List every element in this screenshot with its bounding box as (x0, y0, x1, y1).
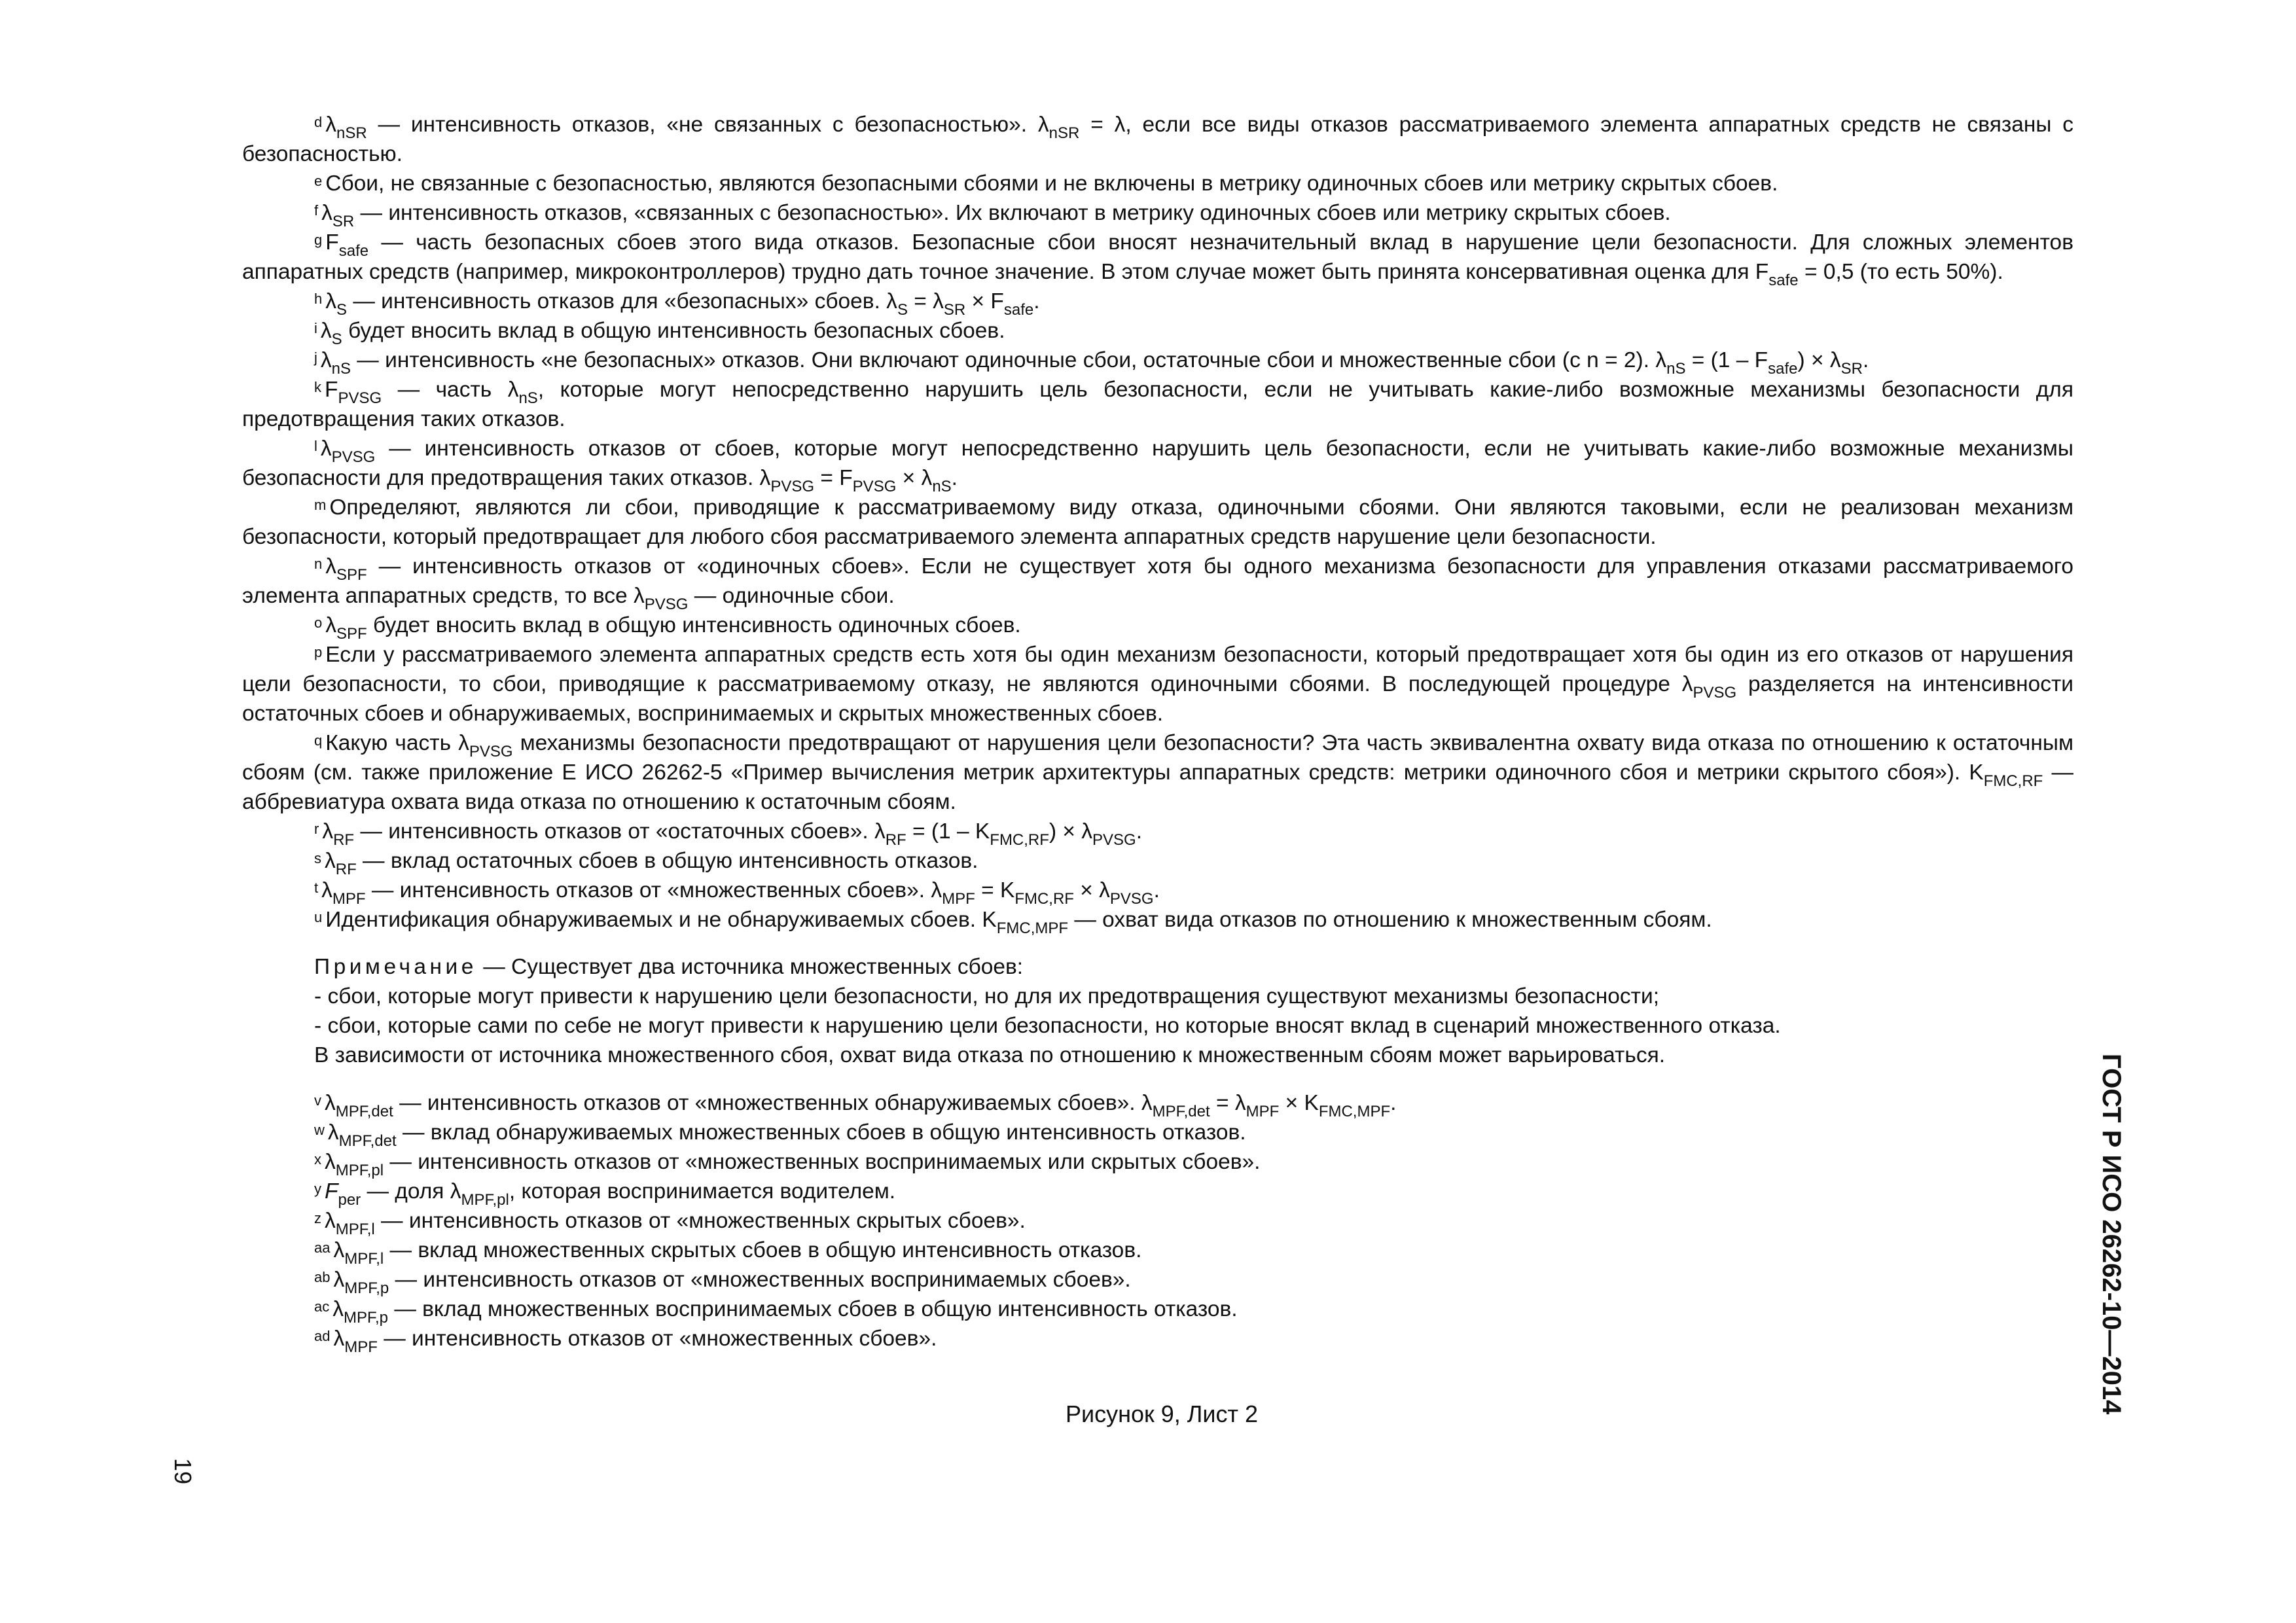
footnote-mark: w (314, 1122, 325, 1138)
footnote-mark: h (314, 291, 323, 307)
footnote-n (242, 552, 2073, 611)
page-content (242, 110, 2074, 1356)
footnote-text: $\lambda_{MPF,p}$ — интенсивность отказов от «множественных воспринимаемых сбоев». (333, 1268, 1131, 1297)
footnote-y (242, 1177, 2073, 1209)
note-heading-text: — Существует два источника множественных сбоев: (476, 955, 1024, 979)
footnote-mark: i (314, 320, 317, 336)
footnote-f (242, 198, 2073, 228)
note-heading (314, 952, 2073, 982)
footnote-e (242, 169, 2073, 198)
note-label: Примечание (314, 955, 477, 979)
footnote-mark: d (314, 114, 323, 130)
footnote-text: $\lambda_{MPF,p}$ — вклад множественных воспринимаемых сбоев в общую интенсивность отказов. (332, 1297, 1238, 1327)
footnote-q (242, 728, 2073, 817)
footnote-text: Определяют, являются ли сбои, приводящие к рассматриваемому виду отказа, одиночными сбоями. Они являются таковыми, если не реализован механизм безопасности, который предотвращает для любого сбоя рассматриваемого элемента аппаратных средств нарушение цели безопасности. (242, 495, 2073, 549)
footnote-text: $\lambda_{MPF,pl}$ — интенсивность отказов от «множественных воспринимаемых или скрытых сбоев». (325, 1150, 1261, 1179)
note-line: - сбои, которые сами по себе не могут привести к нарушению цели безопасности, но которые вносят вклад в сценарий множественного отказа. (314, 1014, 1781, 1038)
footnote-mark: s (314, 850, 321, 866)
standard-designation: ГОСТ Р ИСО 26262-10—2014 (2097, 1054, 2126, 1415)
footnotes-list-2 (242, 1088, 2073, 1356)
footnote-mark: m (314, 497, 327, 513)
footnote-text: Если у рассматриваемого элемента аппаратных средств есть хотя бы один механизм безопасности, который предотвращает хотя бы один из его отказов от нарушения цели безопасности, то сбои, приводящие к рассматриваемому отказу, не являются одиночными сбоями. В последующей процедуре $\lambda_{PVSG}$ разделяется на интенсивности остаточных сбоев и обнаруживаемых, воспринимаемых и скрытых множественных сбоев. (242, 643, 2074, 726)
footnote-text: $F_{PVSG}$ — часть $\lambda_{nS}$, которые могут непосредственно нарушить цель безопасности, если не учитывать какие-либо возможные механизмы безопасности для предотвращения таких отказов. (242, 378, 2073, 431)
footnote-mark: ad (314, 1328, 331, 1344)
footnote-l (242, 434, 2073, 493)
figure-caption: Рисунок 9, Лист 2 (1065, 1400, 1259, 1427)
footnote-ad (242, 1324, 2073, 1356)
footnote-t (242, 876, 2073, 908)
footnote-o (242, 611, 2073, 643)
footnote-mark: j (314, 349, 317, 366)
footnote-p (242, 640, 2073, 728)
footnote-text: Какую часть $\lambda_{PVSG}$ механизмы безопасности предотвращают от нарушения цели безопасности? Эта часть эквивалентна охвату вида отказа по отношению к остаточным сбоям (см. также приложение Е ИСО 26262-5 «Пример вычисления метрик архитектуры аппаратных средств: метрики одиночного сбоя и метрики скрытого сбоя»). $K_{FMC,RF}$ — аббревиатура охвата вида отказа по отношению к остаточным сбоям. (242, 731, 2073, 814)
footnote-mark: ab (314, 1269, 331, 1285)
footnote-text: $\lambda_{PVSG}$ — интенсивность отказов от сбоев, которые могут непосредственно нарушить цель безопасности, если не учитывать какие-либо возможные механизмы безопасности для предотвращения таких отказов. $\lambda_{PVSG} = F_{PVSG} \times \lambda_{nS}$. (242, 437, 2073, 495)
footnote-h (242, 287, 2073, 319)
footnote-z (242, 1206, 2073, 1236)
footnote-text: $\lambda_{nS}$ — интенсивность «не безопасных» отказов. Они включают одиночные сбои, остаточные сбои и множественные сбои (с n = 2). $\lambda_{nS} = (1 - F_{safe}) \times \lambda_{SR}$. (320, 348, 1869, 378)
footnote-m (242, 493, 2073, 552)
note-block (314, 952, 2073, 1070)
footnote-text: $\lambda_{SPF}$ — интенсивность отказов от «одиночных сбоев». Если не существует хотя бы одного механизма безопасности для управления отказами рассматриваемого элемента аппаратных средств, то все $\lambda_{PVSG}$ — одиночные сбои. (242, 554, 2073, 613)
footnote-text: $\lambda_{SR}$ — интенсивность отказов, «связанных с безопасностью». Их включают в метрику одиночных сбоев или метрику скрытых сбоев. (321, 201, 1671, 230)
footnote-k (242, 375, 2073, 434)
footnote-mark: t (314, 880, 319, 896)
footnote-mark: x (314, 1151, 321, 1168)
footnote-text: $\lambda_{SPF}$ будет вносить вклад в общую интенсивность одиночных сбоев. (325, 613, 1021, 643)
footnote-mark: aa (314, 1240, 331, 1256)
page-number: 19 (170, 1458, 196, 1485)
footnote-text: $\lambda_{RF}$ — интенсивность отказов от «остаточных сбоев». $\lambda_{RF} = (1 - K_{FMC,RF}) \times \lambda_{PVSG}$. (322, 819, 1143, 849)
footnote-w (242, 1118, 2073, 1150)
footnote-text: $\lambda_S$ будет вносить вклад в общую интенсивность безопасных сбоев. (320, 319, 1005, 348)
footnote-text: $\lambda_{MPF,l}$ — интенсивность отказов от «множественных скрытых сбоев». (325, 1209, 1026, 1238)
footnote-mark: u (314, 909, 323, 925)
footnote-mark: f (314, 202, 319, 219)
footnote-mark: o (314, 615, 323, 631)
footnote-mark: k (314, 379, 321, 395)
footnote-i (242, 316, 2073, 346)
footnote-ac (242, 1294, 2073, 1327)
footnote-text: $\lambda_{RF}$ — вклад остаточных сбоев в общую интенсивность отказов. (325, 849, 978, 878)
footnote-mark: v (314, 1092, 321, 1109)
footnote-text: Идентификация обнаруживаемых и не обнаруживаемых сбоев. $K_{FMC,MPF}$ — охват вида отказов по отношению к множественным сбоям. (325, 908, 1712, 937)
footnote-r (242, 817, 2073, 849)
footnote-s (242, 846, 2073, 876)
footnote-mark: ac (314, 1298, 330, 1315)
footnote-text: $F_{per}$ — доля $\lambda_{MPF,pl}$, которая воспринимается водителем. (325, 1179, 896, 1209)
footnote-j (242, 346, 2073, 378)
footnote-text: $\lambda_{nSR}$ — интенсивность отказов, «не связанных с безопасностью». $\lambda_{nSR} = \lambda$, если все виды отказов рассматриваемого элемента аппаратных средств не связаны с безопасностью. (242, 113, 2073, 166)
footnote-mark: p (314, 644, 323, 660)
footnote-text: $\lambda_S$ — интенсивность отказов для «безопасных» сбоев. $\lambda_S = \lambda_{SR} \times F_{safe}$. (325, 289, 1040, 319)
footnote-v (242, 1088, 2073, 1118)
note-line: В зависимости от источника множественного сбоя, охват вида отказа по отношению к множественным сбоям может варьироваться. (314, 1043, 1666, 1067)
footnote-u (242, 905, 2073, 935)
footnote-text: Сбои, не связанные с безопасностью, являются безопасными сбоями и не включены в метрику одиночных сбоев или метрику скрытых сбоев. (325, 171, 1778, 196)
note-line: - сбои, которые могут привести к нарушению цели безопасности, но для их предотвращения существуют механизмы безопасности; (314, 984, 1660, 1008)
footnote-aa (242, 1236, 2073, 1268)
footnotes-list (242, 110, 2073, 935)
footnote-mark: r (314, 821, 319, 837)
footnote-mark: z (314, 1210, 321, 1226)
footnote-text: $\lambda_{MPF}$ — интенсивность отказов от «множественных сбоев». (333, 1327, 937, 1356)
footnote-mark: l (314, 438, 317, 454)
footnote-mark: e (314, 173, 323, 189)
footnote-text: $\lambda_{MPF,det}$ — интенсивность отказов от «множественных обнаруживаемых сбоев». $\lambda_{MPF,det} = \lambda_{MPF} \times K_{FMC,MPF}$. (325, 1091, 1397, 1120)
footnote-mark: n (314, 556, 323, 572)
footnote-d (242, 110, 2073, 169)
footnote-mark: q (314, 732, 323, 749)
footnote-text: $\lambda_{MPF,det}$ — вклад обнаруживаемых множественных сбоев в общую интенсивность отказов. (327, 1120, 1246, 1150)
footnote-mark: y (314, 1181, 321, 1197)
footnote-g (242, 228, 2073, 287)
footnote-ab (242, 1265, 2073, 1297)
footnote-x (242, 1147, 2073, 1177)
footnote-text: $\lambda_{MPF}$ — интенсивность отказов от «множественных сбоев». $\lambda_{MPF} = K_{FMC,RF} \times \lambda_{PVSG}$. (321, 878, 1160, 908)
footnote-text: $\lambda_{MPF,l}$ — вклад множественных скрытых сбоев в общую интенсивность отказов. (333, 1238, 1142, 1268)
footnote-mark: g (314, 232, 323, 248)
footnote-text: $F_{safe}$ — часть безопасных сбоев этого вида отказов. Безопасные сбои вносят незначительный вклад в нарушение цели безопасности. Для сложных элементов аппаратных средств (например, микроконтроллеров) трудно дать точное значение. В этом случае может быть принята консервативная оценка для $F_{safe} = 0,5$ (то есть 50%). (242, 230, 2073, 289)
